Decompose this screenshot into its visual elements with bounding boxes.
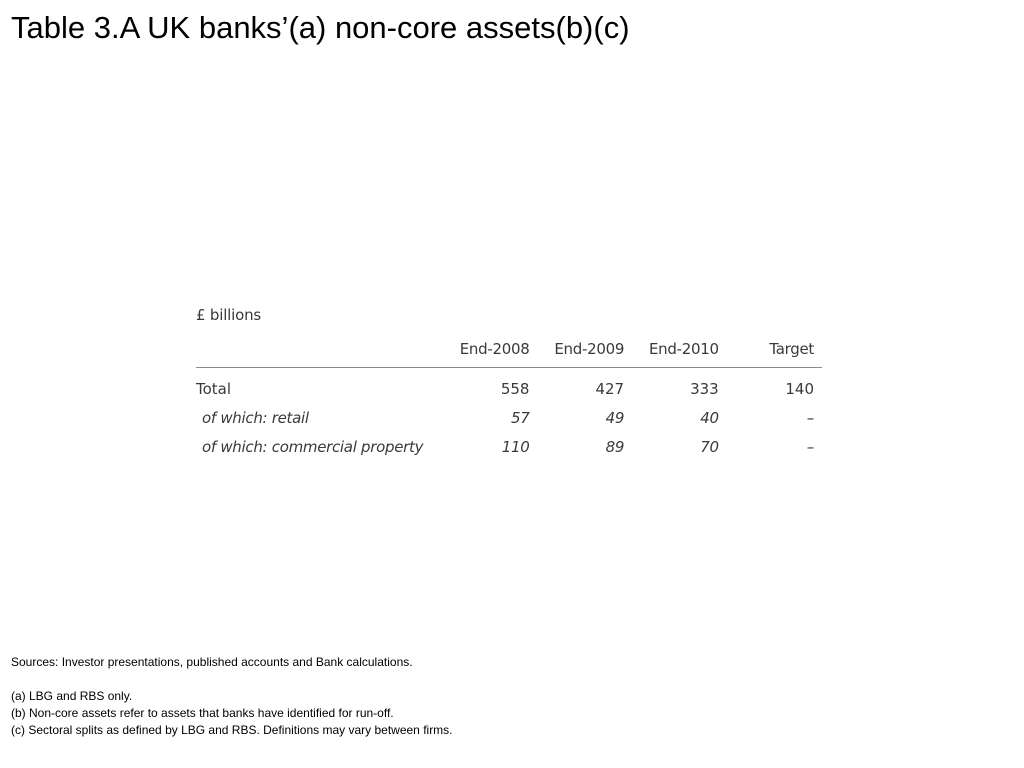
footnote-a: (a) LBG and RBS only. bbox=[11, 689, 133, 703]
cell-commercial-target: – bbox=[806, 437, 814, 456]
row-label-commercial-property: of which: commercial property bbox=[202, 437, 424, 456]
slide-title: Table 3.A UK banks’(a) non-core assets(b)(c) bbox=[11, 10, 630, 45]
cell-retail-target: – bbox=[806, 408, 814, 427]
footnote-b: (b) Non-core assets refer to assets that banks have identified for run-off. bbox=[11, 706, 394, 720]
column-header-end-2008: End-2008 bbox=[450, 340, 530, 368]
table-row-total bbox=[196, 368, 822, 404]
units-label: £ billions bbox=[196, 306, 262, 324]
column-header-end-2010: End-2010 bbox=[624, 340, 719, 368]
cell-commercial-end-2009: 89 bbox=[605, 437, 625, 456]
cell-total-end-2010: 333 bbox=[690, 379, 719, 398]
sources-note: Sources: Investor presentations, published accounts and Bank calculations. bbox=[11, 655, 413, 669]
column-header-end-2009: End-2009 bbox=[529, 340, 624, 368]
table-header-row bbox=[196, 340, 822, 368]
cell-total-end-2008: 558 bbox=[500, 379, 530, 398]
non-core-assets-table bbox=[196, 340, 822, 461]
table-figure bbox=[196, 304, 824, 461]
cell-commercial-end-2008: 110 bbox=[501, 437, 530, 456]
footnote-c: (c) Sectoral splits as defined by LBG and RBS. Definitions may vary between firms. bbox=[11, 723, 453, 737]
cell-retail-end-2009: 49 bbox=[605, 408, 625, 427]
table-row-commercial-property bbox=[196, 432, 822, 461]
notes-spacer bbox=[11, 671, 453, 688]
cell-total-target: 140 bbox=[785, 379, 814, 398]
column-header-target: Target bbox=[719, 340, 822, 368]
cell-retail-end-2008: 57 bbox=[510, 408, 530, 427]
header-blank-cell bbox=[196, 340, 450, 368]
cell-total-end-2009: 427 bbox=[595, 379, 625, 398]
cell-commercial-end-2010: 70 bbox=[700, 437, 719, 456]
table-row-retail bbox=[196, 403, 822, 432]
cell-retail-end-2010: 40 bbox=[700, 408, 719, 427]
row-label-retail: of which: retail bbox=[202, 408, 309, 427]
row-label-total: Total bbox=[196, 379, 232, 398]
notes-block bbox=[11, 654, 453, 739]
